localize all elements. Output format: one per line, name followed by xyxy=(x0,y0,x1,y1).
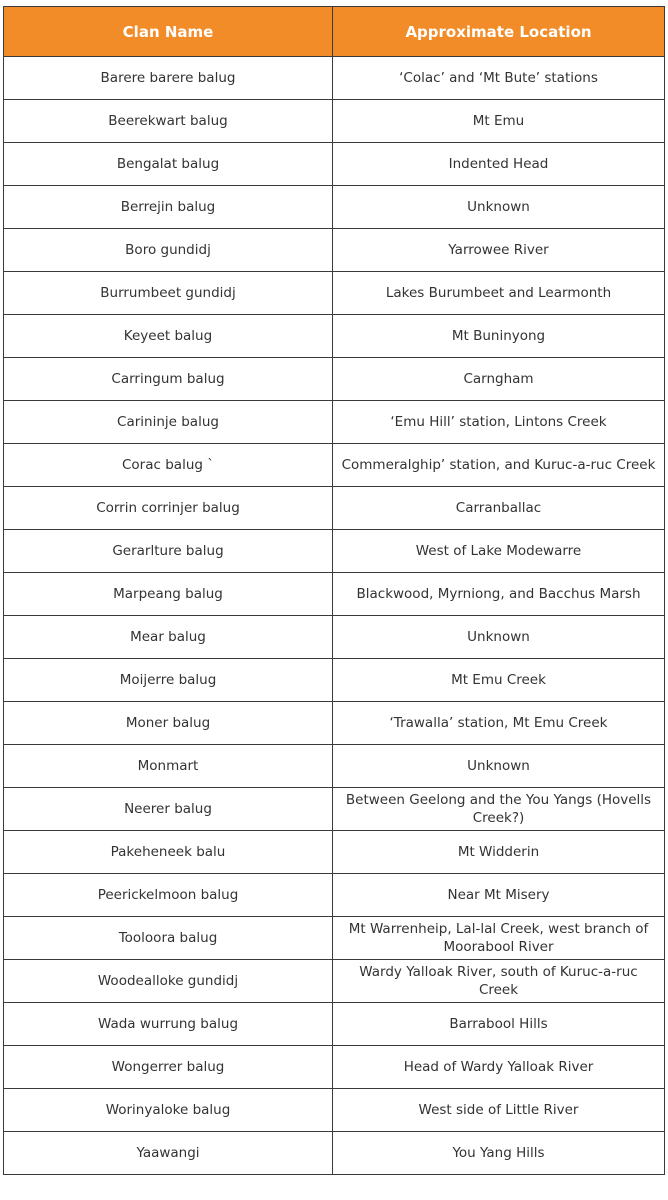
location-cell: Near Mt Misery xyxy=(333,874,665,917)
location-cell: Mt Warrenheip, Lal-lal Creek, west branch of Moorabool River xyxy=(333,917,665,960)
clan-name-cell: Beerekwart balug xyxy=(4,100,333,143)
location-cell: Mt Emu xyxy=(333,100,665,143)
clan-name-cell: Keyeet balug xyxy=(4,315,333,358)
location-cell: Unknown xyxy=(333,186,665,229)
table-row xyxy=(4,57,665,100)
table-row xyxy=(4,960,665,1003)
table-row xyxy=(4,1089,665,1132)
table-row xyxy=(4,530,665,573)
table-row xyxy=(4,272,665,315)
table-row xyxy=(4,573,665,616)
clan-name-cell: Berrejin balug xyxy=(4,186,333,229)
table-row xyxy=(4,143,665,186)
table-row xyxy=(4,186,665,229)
clan-name-cell: Monmart xyxy=(4,745,333,788)
location-cell: Head of Wardy Yalloak River xyxy=(333,1046,665,1089)
table-row xyxy=(4,444,665,487)
clan-name-cell: Worinyaloke balug xyxy=(4,1089,333,1132)
clan-name-cell: Marpeang balug xyxy=(4,573,333,616)
location-cell: Mt Emu Creek xyxy=(333,659,665,702)
location-cell: ‘Emu Hill’ station, Lintons Creek xyxy=(333,401,665,444)
clan-name-cell: Boro gundidj xyxy=(4,229,333,272)
table-row xyxy=(4,1132,665,1175)
clan-location-table xyxy=(3,6,665,1175)
clan-table-container xyxy=(3,6,664,1175)
location-cell: Indented Head xyxy=(333,143,665,186)
table-row xyxy=(4,401,665,444)
clan-name-cell: Tooloora balug xyxy=(4,917,333,960)
location-cell: Lakes Burumbeet and Learmonth xyxy=(333,272,665,315)
clan-name-cell: Woodealloke gundidj xyxy=(4,960,333,1003)
table-row xyxy=(4,917,665,960)
clan-name-cell: Burrumbeet gundidj xyxy=(4,272,333,315)
table-row xyxy=(4,100,665,143)
location-cell: Blackwood, Myrniong, and Bacchus Marsh xyxy=(333,573,665,616)
clan-name-cell: Gerarlture balug xyxy=(4,530,333,573)
clan-name-cell: Barere barere balug xyxy=(4,57,333,100)
location-cell: You Yang Hills xyxy=(333,1132,665,1175)
location-cell: Wardy Yalloak River, south of Kuruc-a-ruc Creek xyxy=(333,960,665,1003)
clan-name-cell: Pakeheneek balu xyxy=(4,831,333,874)
table-row xyxy=(4,831,665,874)
clan-name-cell: Peerickelmoon balug xyxy=(4,874,333,917)
table-row xyxy=(4,616,665,659)
clan-name-cell: Yaawangi xyxy=(4,1132,333,1175)
table-row xyxy=(4,788,665,831)
clan-name-cell: Wada wurrung balug xyxy=(4,1003,333,1046)
location-cell: West side of Little River xyxy=(333,1089,665,1132)
location-cell: Yarrowee River xyxy=(333,229,665,272)
clan-name-cell: Carringum balug xyxy=(4,358,333,401)
clan-name-cell: Moner balug xyxy=(4,702,333,745)
location-cell: Unknown xyxy=(333,745,665,788)
table-row xyxy=(4,229,665,272)
table-row xyxy=(4,1046,665,1089)
clan-name-cell: Wongerrer balug xyxy=(4,1046,333,1089)
table-row xyxy=(4,659,665,702)
table-row xyxy=(4,358,665,401)
clan-name-cell: Moijerre balug xyxy=(4,659,333,702)
location-cell: Mt Buninyong xyxy=(333,315,665,358)
table-row xyxy=(4,702,665,745)
table-row xyxy=(4,1003,665,1046)
location-cell: Mt Widderin xyxy=(333,831,665,874)
location-cell: ‘Trawalla’ station, Mt Emu Creek xyxy=(333,702,665,745)
location-cell: Commeralghip’ station, and Kuruc-a-ruc Creek xyxy=(333,444,665,487)
location-cell: Barrabool Hills xyxy=(333,1003,665,1046)
table-row xyxy=(4,315,665,358)
clan-name-cell: Corac balug ` xyxy=(4,444,333,487)
location-cell: Between Geelong and the You Yangs (Hovells Creek?) xyxy=(333,788,665,831)
clan-name-cell: Neerer balug xyxy=(4,788,333,831)
clan-name-cell: Carininje balug xyxy=(4,401,333,444)
header-row xyxy=(4,7,665,57)
location-cell: Carranballac xyxy=(333,487,665,530)
table-row xyxy=(4,745,665,788)
location-cell: West of Lake Modewarre xyxy=(333,530,665,573)
clan-name-cell: Corrin corrinjer balug xyxy=(4,487,333,530)
clan-name-cell: Mear balug xyxy=(4,616,333,659)
column-header-approximate-location: Approximate Location xyxy=(333,7,665,57)
location-cell: Carngham xyxy=(333,358,665,401)
location-cell: ‘Colac’ and ‘Mt Bute’ stations xyxy=(333,57,665,100)
table-row xyxy=(4,874,665,917)
table-row xyxy=(4,487,665,530)
clan-name-cell: Bengalat balug xyxy=(4,143,333,186)
column-header-clan-name: Clan Name xyxy=(4,7,333,57)
location-cell: Unknown xyxy=(333,616,665,659)
